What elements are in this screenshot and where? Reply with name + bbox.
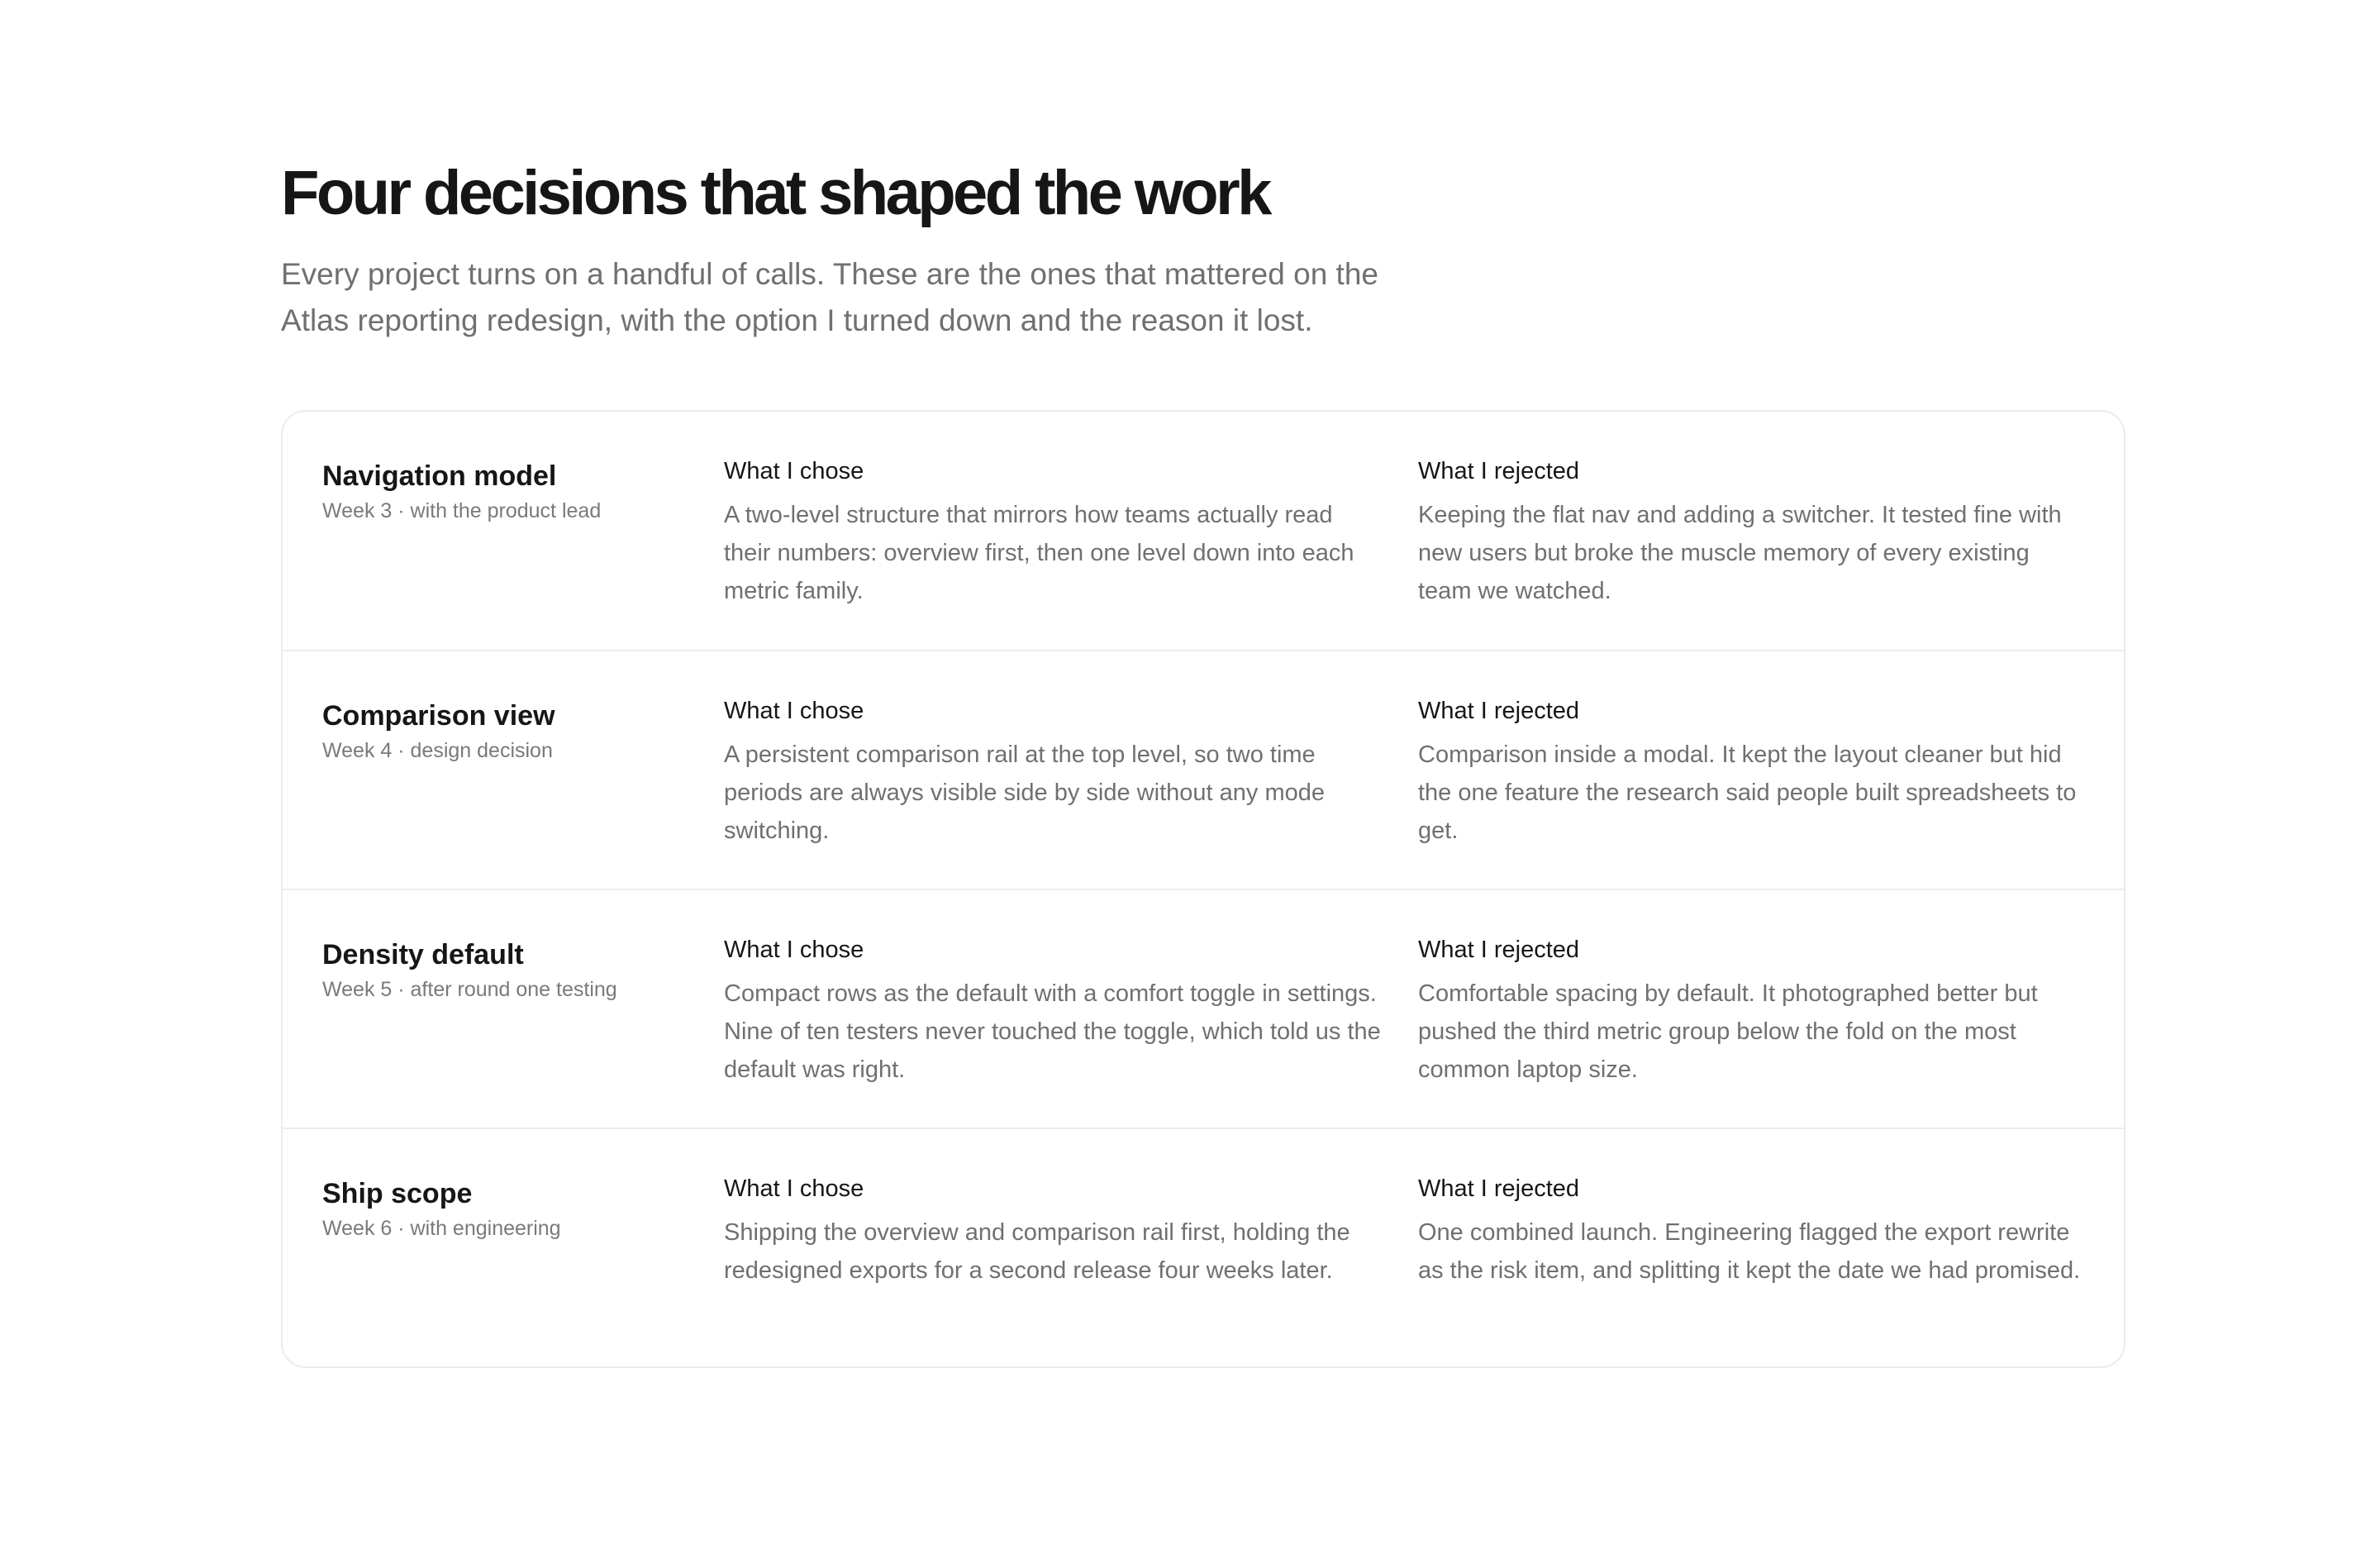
decision-meta: Week 3 · with the product lead [322, 499, 602, 522]
chosen-label: What I chose [724, 937, 864, 963]
chosen-column [724, 1129, 1418, 1366]
chosen-label: What I chose [724, 458, 864, 484]
decision-meta: Week 5 · after round one testing [322, 978, 617, 1001]
chosen-column [724, 651, 1418, 889]
decision-title: Density default [322, 939, 524, 970]
rejected-column [1418, 651, 2124, 889]
chosen-column [724, 890, 1418, 1128]
page-title: Four decisions that shaped the work [281, 158, 1269, 228]
chosen-text: Shipping the overview and comparison rail first, holding the redesigned exports for a second release four weeks later. [724, 1219, 1350, 1284]
decision-row-ship-scope [283, 1128, 2124, 1366]
decision-row-navigation [283, 412, 2124, 650]
decision-meta: Week 6 · with engineering [322, 1217, 561, 1240]
decision-title: Ship scope [322, 1178, 473, 1209]
intro-paragraph: Every project turns on a handful of calls. These are the ones that mattered on the Atlas reporting redesign, with the option I turned down and the reason it lost. [281, 257, 1378, 337]
rejected-text: Keeping the flat nav and adding a switcher. It tested fine with new users but broke the muscle memory of every existing team we watched. [1418, 502, 2062, 604]
rejected-label: What I rejected [1418, 458, 1580, 484]
decisions-section [281, 157, 2125, 1368]
chosen-text: A persistent comparison rail at the top level, so two time periods are always visible side by side without any mode switching. [724, 741, 1325, 844]
rejected-text: Comparison inside a modal. It kept the layout cleaner but hid the one feature the research said people built spreadsheets to get. [1418, 741, 2077, 844]
decision-title: Navigation model [322, 460, 557, 492]
decision-row-comparison [283, 650, 2124, 889]
chosen-column [724, 412, 1418, 650]
chosen-label: What I chose [724, 1175, 864, 1202]
rejected-text: Comfortable spacing by default. It photographed better but pushed the third metric group below the fold on the most common laptop size. [1418, 980, 2038, 1083]
rejected-column [1418, 890, 2124, 1128]
rejected-label: What I rejected [1418, 1175, 1580, 1202]
decisions-card [281, 410, 2125, 1368]
rejected-text: One combined launch. Engineering flagged the export rewrite as the risk item, and splitting it kept the date we had promised. [1418, 1219, 2081, 1284]
decision-topic [283, 651, 724, 889]
decision-row-density [283, 889, 2124, 1128]
chosen-label: What I chose [724, 698, 864, 724]
decision-topic [283, 890, 724, 1128]
decision-meta: Week 4 · design decision [322, 739, 553, 762]
decision-topic [283, 1129, 724, 1366]
decision-topic [283, 412, 724, 650]
decision-title: Comparison view [322, 700, 555, 732]
chosen-text: A two-level structure that mirrors how teams actually read their numbers: overview first, then one level down into each metric family. [724, 502, 1354, 604]
chosen-text: Compact rows as the default with a comfort toggle in settings. Nine of ten testers never touched the toggle, which told us the default was right. [724, 980, 1381, 1083]
rejected-column [1418, 412, 2124, 650]
rejected-column [1418, 1129, 2124, 1366]
rejected-label: What I rejected [1418, 937, 1580, 963]
rejected-label: What I rejected [1418, 698, 1580, 724]
